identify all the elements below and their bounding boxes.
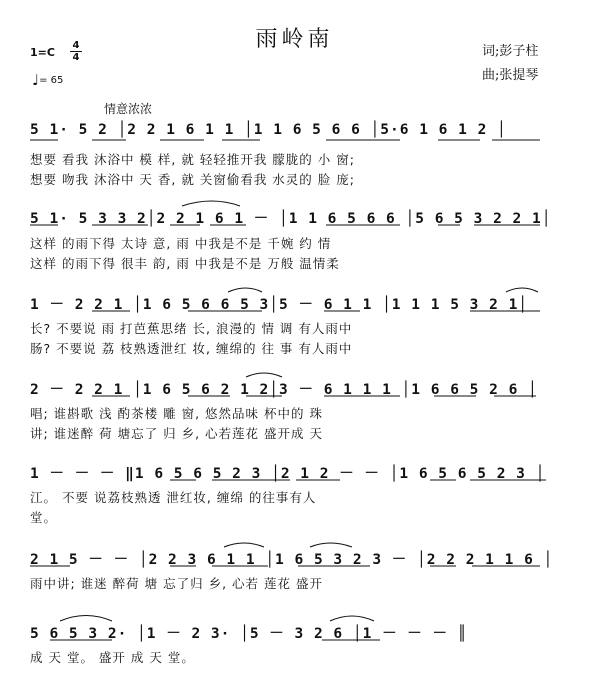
lyric-line-4a: 唱; 谁斟歌 浅 酌茶楼 雕 窗, 悠然品味 杯中的 珠 [30, 406, 323, 421]
notation-line-6: 2 1 5 － － │2 2 3 6 1 1 │1 6 5 3 2 3 － │2 2 2 1 1 6 │ [30, 552, 554, 568]
lyric-line-5a: 江。 不要 说荔枝熟透 泄红妆, 缠绵 的往事有人 [30, 490, 317, 505]
lyric-line-6: 雨中讲; 谁迷 醉荷 塘 忘了归 乡, 心若 莲花 盛开 [30, 576, 323, 591]
lyric-line-1b: 想要 吻我 沐浴中 天 香, 就 关窗偷看我 水灵的 脸 庞; [30, 172, 355, 187]
composer-credit: 曲;张提琴 [482, 68, 539, 83]
song-title: 雨岭南 [255, 27, 334, 52]
lyric-line-3a: 长? 不要说 雨 打芭蕉思绪 长, 浪漫的 情 调 有人雨中 [30, 321, 353, 336]
notation-line-5: 1 － － － ‖1 6 5 6 5 2 3 │2 1 2 － － │1 6 5 6 5 2 3 │ [30, 466, 546, 482]
tempo-value: = 65 [39, 75, 64, 86]
lyric-line-2b: 这样 的雨下得 很丰 韵, 雨 中我是不是 万般 温情柔 [30, 256, 340, 271]
key-signature: 1=C [30, 46, 55, 59]
quarter-note-icon: ♩ [32, 71, 40, 89]
time-signature-top: 4 [72, 40, 80, 51]
notation-line-2: 5 1· 5 3 3 2│2 2 1 6 1 － │1 1 6 5 6 6 │5 6 5 3 2 2 1│ [30, 211, 552, 227]
lyric-line-4b: 讲; 谁迷醉 荷 塘忘了 归 乡, 心若莲花 盛开成 天 [30, 426, 323, 441]
lyric-line-7: 成 天 堂。 盛开 成 天 堂。 [30, 650, 195, 665]
time-signature-bottom: 4 [70, 51, 82, 63]
lyricist-credit: 词;彭子柱 [482, 44, 539, 59]
lyric-line-2a: 这样 的雨下得 太诗 意, 雨 中我是不是 千婉 约 情 [30, 236, 332, 251]
notation-line-3: 1 － 2 2 1 │1 6 5 6 6 5 3│5 － 6 1 1 │1 1 1 5 3 2 1│ [30, 297, 529, 313]
notation-line-4: 2 － 2 2 1 │1 6 5 6 2 1 2│3 － 6 1 1 1 │1 6 6 5 2 6 │ [30, 382, 538, 398]
lyric-line-1a: 想要 看我 沐浴中 模 样, 就 轻轻推开我 朦胧的 小 窗; [30, 152, 355, 167]
expression-marking: 情意浓浓 [104, 102, 153, 116]
lyric-line-5b: 堂。 [30, 510, 58, 525]
lyric-line-3b: 肠? 不要说 荔 枝熟透泄红 妆, 缠绵的 往 事 有人雨中 [30, 341, 353, 356]
notation-line-7: 5 6 5 3 2· │1 － 2 3· │5 － 3 2 6 │1 － － － ║ [30, 626, 468, 642]
notation-line-1: 5 1· 5 2 │2 2 1 6 1 1 │1 1 6 5 6 6 │5·6 1 6 1 2 │ [30, 122, 507, 138]
